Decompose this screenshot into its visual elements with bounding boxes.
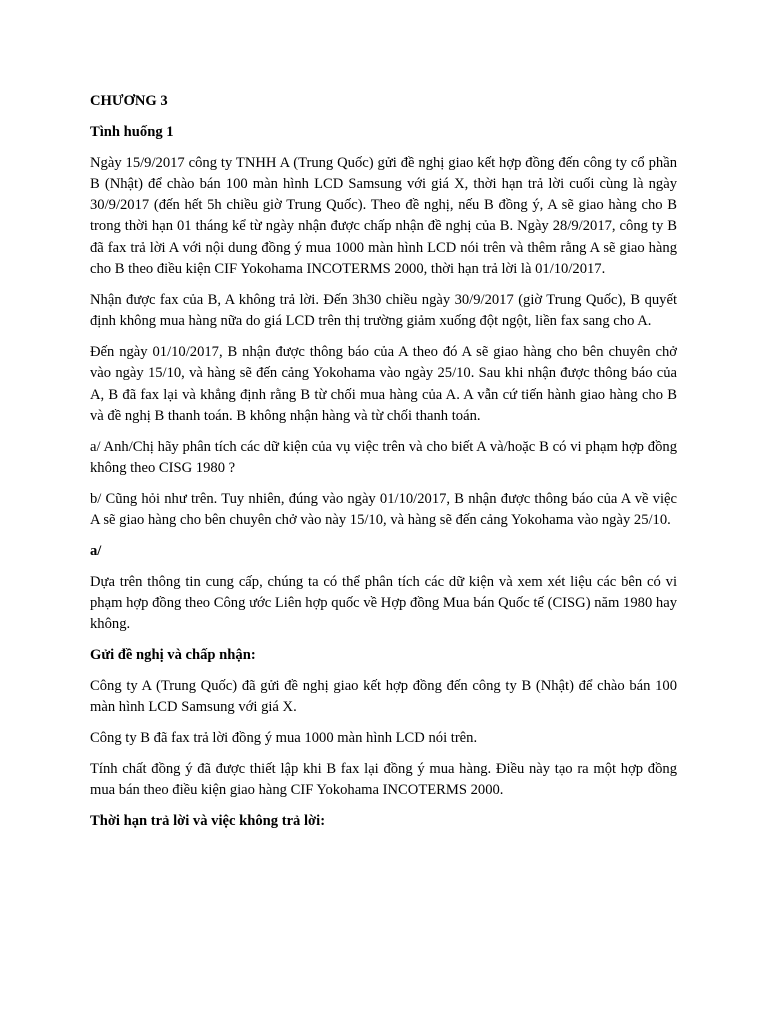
answer-a-label: a/ xyxy=(90,542,102,559)
section-offer-heading: Gửi đề nghị và chấp nhận: xyxy=(90,647,256,664)
question-b: b/ Cũng hỏi như trên. Tuy nhiên, đúng vào ngày 01/10/2017, B nhận được thông báo của A về việc A sẽ giao hàng cho bên chuyên chở vào này 15/10, và hàng sẽ đến cảng Yokohama vào ngày 25/10. xyxy=(90,490,677,529)
case-paragraph-1: Ngày 15/9/2017 công ty TNHH A (Trung Quốc) gửi đề nghị giao kết hợp đồng đến công ty cổ phần B (Nhật) để chào bán 100 màn hình LCD Samsung với giá X, thời hạn trả lời cuối cùng là ngày 30/9/2017 (đến hết 5h chiều giờ Trung Quốc). Theo đề nghị, nếu B đồng ý, A sẽ giao hàng cho B trong thời hạn 01 tháng kể từ ngày nhận được chấp nhận đề nghị của B. Ngày 28/9/2017, công ty B đã fax trả lời A với nội dung đồng ý mua 1000 màn hình LCD nói trên và thêm rằng A sẽ giao hàng cho B theo điều kiện CIF Yokohama INCOTERMS 2000, thời hạn trả lời là 01/10/2017. xyxy=(90,154,677,278)
case-paragraph-2: Nhận được fax của B, A không trả lời. Đến 3h30 chiều ngày 30/9/2017 (giờ Trung Quốc), B quyết định không mua hàng nữa do giá LCD trên thị trường giảm xuống đột ngột, liền fax sang cho A. xyxy=(90,291,677,330)
section-offer-paragraph-2: Công ty B đã fax trả lời đồng ý mua 1000 màn hình LCD nói trên. xyxy=(90,729,478,746)
section-deadline-heading: Thời hạn trả lời và việc không trả lời: xyxy=(90,812,326,829)
question-a: a/ Anh/Chị hãy phân tích các dữ kiện của vụ việc trên và cho biết A và/hoặc B có vi phạm hợp đồng không theo CISG 1980 ? xyxy=(90,438,677,476)
section-offer-paragraph-3: Tính chất đồng ý đã được thiết lập khi B fax lại đồng ý mua hàng. Điều này tạo ra một hợp đồng mua bán theo điều kiện giao hàng CIF Yokohama INCOTERMS 2000. xyxy=(90,760,677,799)
case-title: Tình huống 1 xyxy=(90,123,174,140)
chapter-title: CHƯƠNG 3 xyxy=(90,93,168,109)
answer-intro: Dựa trên thông tin cung cấp, chúng ta có thể phân tích các dữ kiện và xem xét liệu các bên có vi phạm hợp đồng theo Công ước Liên hợp quốc về Hợp đồng Mua bán Quốc tế (CISG) năm 1980 hay không. xyxy=(90,573,677,633)
section-offer-paragraph-1: Công ty A (Trung Quốc) đã gửi đề nghị giao kết hợp đồng đến công ty B (Nhật) để chào bán 100 màn hình LCD Samsung với giá X. xyxy=(90,677,677,716)
case-paragraph-3: Đến ngày 01/10/2017, B nhận được thông báo của A theo đó A sẽ giao hàng cho bên chuyên chở vào ngày 15/10, và hàng sẽ đến cảng Yokohama vào ngày 25/10. Sau khi nhận được thông báo của A, B đã fax lại và khẳng định rằng B từ chối mua hàng của A. A vẫn cứ tiến hành giao hàng cho B và đề nghị B thanh toán. B không nhận hàng và từ chối thanh toán. xyxy=(90,343,677,424)
document-page xyxy=(90,91,677,842)
